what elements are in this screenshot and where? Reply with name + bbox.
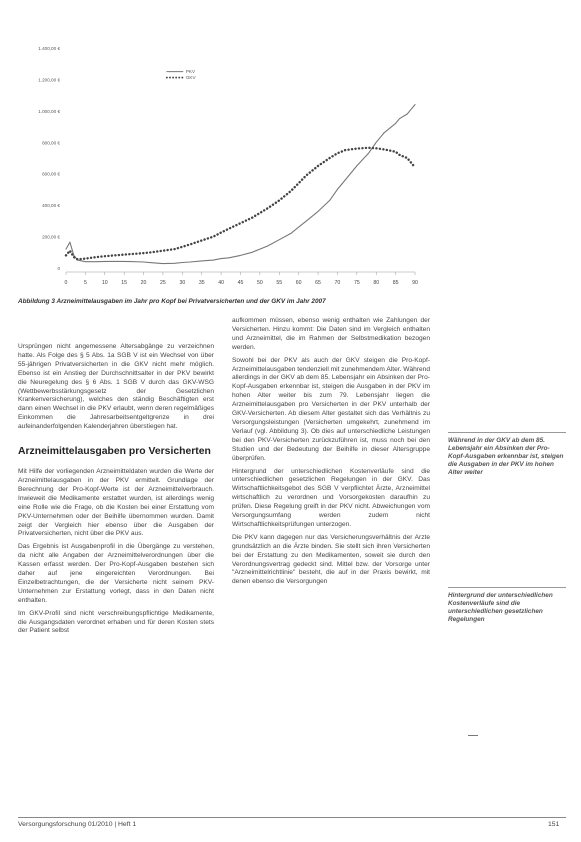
x-tick-label: 30 [179,280,186,286]
x-tick-label: 15 [121,280,128,286]
paragraph: Ursprüngen nicht angemessene Altersabgänge zu verzeichnen hatte. Als Folge des § 5 Abs. 1a SGB V ist ein Wechsel von über 55-jährigen Privatversicherten in die GKV nicht mehr möglich. Ebenso ist ein Anstieg der Durchschnittsalter in der PKV bewirkt die Neuregelung des § 6 Abs. 1 SGB V durch das GKV-WSG (Wettbewerbsstärkungsgesetz der Gesetzlichen Krankenversicherung), welches den ständig Beschäftigten erst dann einen Wechsel in die PKV erlaubt, wenn deren regelmäßiges Einkommen die Jahresarbeitsentgeltgrenze in drei aufeinanderfolgenden Kalenderjahren überstiegen hat. [18,343,214,431]
x-tick-label: 65 [315,280,321,286]
x-tick-label: 0 [64,280,68,286]
y-tick-label: 0 [57,266,60,271]
x-tick-label: 45 [237,280,244,286]
y-axis [38,46,60,271]
paragraph: Die PKV kann dagegen nur das Versicherungsverhältnis der Arzte grundsätzlich an die Ärzte binden. Sie stellt sich ihren Versicherten bei der Erstattung zu den Medikamenten, soweit sie durch den Verordnungsvertrag gedeckt sind. Mittel bzw. der Vorsorge unter "Arzneimittelrichtlinie" besteht, die auf in der Praxis bewirkt, mit denen ebenso die Versorgungen [232,533,430,586]
x-tick-label: 20 [140,280,147,286]
middle-column [232,317,430,591]
footer-journal: Versorgungsforschung 01/2010 | Heft 1 [18,821,137,828]
x-tick-label: 40 [218,280,225,286]
x-tick-label: 90 [412,280,418,286]
footer-rule [18,817,566,818]
margin-mark [468,735,478,736]
paragraph: Hintergrund der unterschiedlichen Kostenverläufe sind die unterschiedlichen gesetzlichen Regelungen in der GKV. Das Wirtschaftlichkeitsgebot des SGB V verpflichtet Ärzte, Arzneimittel wirtschaftlich zu verordnen und Vorsorgekosten daraufhin zu prüfen. Diese Regelung greift in der PKV nicht. Abweichungen vom Versorgungsumfang werden zudem nicht Wirtschaftlichkeitsprüfungen unterzogen. [232,467,430,528]
series-lines [66,105,415,264]
sidebar-note: Hintergrund der unterschiedlichen Kostenverläufe sind die unterschiedlichen gesetzlichen Regelungen [448,592,553,623]
series-line-pkv [66,105,415,264]
x-tick-label: 80 [373,280,380,286]
x-tick-label: 5 [83,280,87,286]
paragraph: aufkommen müssen, ebenso wenig enthalten wie Zahlungen der Versicherten. Hinzu kommt: Die Daten sind im Vergleich enthalten und Arzneimittel, die im Rahmen der Selbstmedikation bezogen werden. [232,317,430,351]
legend-label: PKV [185,69,196,75]
y-tick-label: 1.400,00 € [38,46,60,51]
paragraph: Im GKV-Profil sind nicht verschreibungspflichtige Medikamente, die Ausgangsdaten verordnet erhaben und für deren Kosten stets der Patient selbst [18,609,214,635]
y-tick-label: 1.200,00 € [38,77,60,83]
x-tick-label: 70 [334,280,341,286]
x-tick-label: 85 [392,280,399,286]
legend-label: GKV [185,75,196,81]
paragraph: Das Ergebnis ist Ausgabenprofil in die Übergänge zu verstehen, da nicht alle Angaben der Arzneimittelverordnungen über die Kassen erfasst werden. Der Pro-Kopf-Ausgaben bestehen sich daher auf jene eingereichten Verordnungen. Bei Einzelbetrachtungen, die der Versicherte nicht seinem PKV-Unternehmen zur Erstattung vorlegt, dass in den Daten nicht enthalten. [18,543,214,604]
y-tick-label: 1.000,00 € [38,108,60,114]
y-tick-label: 600,00 € [42,171,60,177]
x-axis [65,272,418,286]
page-number: 151 [548,821,560,828]
paragraph: Mit Hilfe der vorliegenden Arzneimitteldaten wurden die Werte der Arzneimittelausgaben in der PKV ermittelt. Grundlage der Berechnung der Pro-Kopf-Werte ist der Arzneimittelverbrauch. Inwieweit die Medikamente erstattet wurden, ist allerdings wenig eine Rolle wie die Frage, ob die Kosten bei einer Erstattung vom PKV-Unternehmen oder der Beihilfe übernommen wurden. Damit zeigt der Vergleich hier ebenso über die Ausgaben der Privatversicherten, nicht über die PKV aus. [18,468,214,538]
x-tick-label: 60 [295,280,302,286]
x-tick-label: 10 [101,280,108,286]
y-tick-label: 800,00 € [42,140,60,146]
y-tick-label: 400,00 € [42,203,60,209]
chart-legend [167,69,197,80]
sidebar-divider [448,587,566,588]
y-tick-label: 200,00 € [42,234,60,240]
sidebar-note: Während in der GKV ab dem 85. Lebensjahr ein Absinken der Pro-Kopf-Ausgaben erkennbar ist, steigen die Ausgaben in der PKV im hohen Alter weiter [448,437,564,476]
x-tick-label: 35 [198,280,205,286]
left-column [18,343,214,640]
x-tick-label: 25 [160,280,166,286]
series-line-gkv [66,148,415,260]
sidebar-divider [448,432,566,433]
arzneimittel-chart [30,40,430,295]
x-tick-label: 50 [256,280,263,286]
x-tick-label: 55 [276,280,283,286]
section-heading: Arzneimittelausgaben pro Versicherten [18,446,211,458]
paragraph: Sowohl bei der PKV als auch der GKV steigen die Pro-Kopf-Arzneimittelausgaben tendenziell mit zunehmendem Alter. Während allerdings in der GKV ab dem 85. Lebensjahr ein Absinken der Pro-Kopf-Ausgaben erkennbar ist, steigen die Ausgaben in der PKV im hohen Alter weiter bis zum 79. Lebensjahr liegen die Arzneimittelausgaben pro Versicherten in der PKV unterhalb der GKV-Versicherten. Ab diesem Alter gestaltet sich das Verhältnis zu Versorgungsleistungen (Versicherten umgekehrt, zunehmend im Verlauf (vgl. Abbildung 3). Ob dies auf unterschiedliche Leistungen bei den PKV-Versicherten zurückzuführen ist, muss noch bei den Studien und der Bedeutung der Beihilfe in dieser Altersgruppe überprüfen. [232,356,430,462]
x-tick-label: 75 [353,280,360,286]
figure-caption: Abbildung 3 Arzneimittelausgaben im Jahr pro Kopf bei Privatversicherten und der GKV im Jahr 2007 [18,298,326,305]
